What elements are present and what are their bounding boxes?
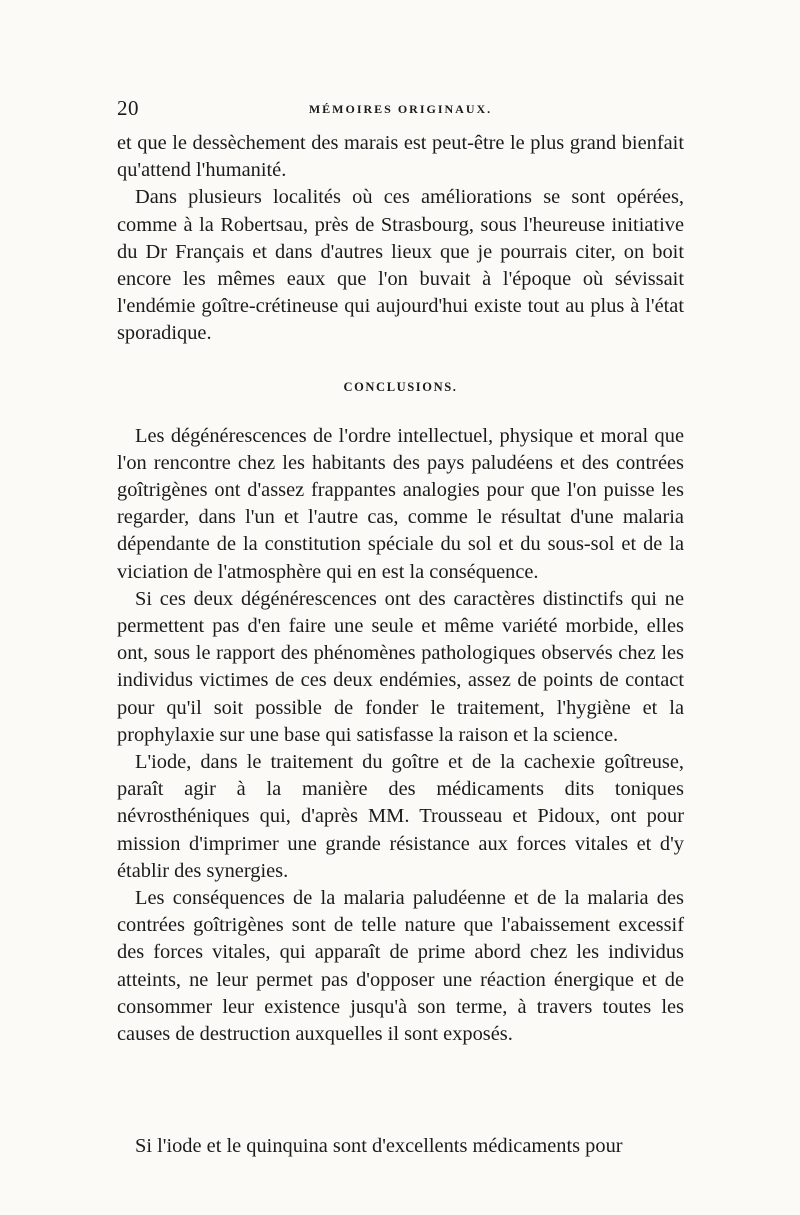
paragraph-conclusion-2: Si ces deux dégénérescences ont des caractères distinctifs qui ne permettent pas d'en faire une seule et même variété morbide, elles ont, sous le rapport des phénomènes pathologiques observés chez les individus victimes de ces deux endémies, assez de points de contact pour qu'il soit possible de fonder le traitement, l'hygiène et la prophylaxie sur une base qui satisfasse la raison et la science. <box>117 587 684 746</box>
last-line-text: Si l'iode et le quinquina sont d'excellents médicaments pour <box>135 1135 623 1157</box>
paragraph-continuation: et que le dessèchement des marais est peut-être le plus grand bienfait qu'attend l'humanité. <box>117 132 684 182</box>
paragraph-conclusion-1: Les dégénérescences de l'ordre intellectuel, physique et moral que l'on rencontre chez les habitants des pays paludéens et des contrées goîtrigènes ont d'assez frappantes analogies pour que l'on puisse les regarder, dans l'un et l'autre cas, comme le résultat d'une malaria dépendante de la constitution spéciale du sol et du sous-sol et de la viciation de l'atmosphère qui en est la conséquence. <box>117 424 684 583</box>
page-number: 20 <box>117 96 139 120</box>
paragraph-robertsau: Dans plusieurs localités où ces améliorations se sont opérées, comme à la Robertsau, près de Strasbourg, sous l'heureuse initiative du Dr Français et dans d'autres lieux que je pourrais citer, on boit encore les mêmes eaux que l'on buvait à l'époque où sévissait l'endémie goître-crétineuse qui aujourd'hui existe tout au plus à l'état sporadique. <box>117 186 684 345</box>
body-text <box>117 130 684 1048</box>
paragraph-conclusion-4: Les conséquences de la malaria paludéenne et de la malaria des contrées goîtrigènes sont de telle nature que l'abaissement excessif des forces vitales, qui apparaît de prime abord chez les individus atteints, ne leur permet pas d'opposer une réaction énergique et de consommer leur existence jusqu'à son terme, à travers toutes les causes de destruction auxquelles il sont exposés. <box>117 887 684 1046</box>
running-title: MÉMOIRES ORIGINAUX. <box>308 102 493 116</box>
paragraph-conclusion-5-start <box>117 1133 684 1160</box>
paragraph-conclusion-3: L'iode, dans le traitement du goître et de la cachexie goîtreuse, paraît agir à la manière des médicaments dits toniques névrosthéniques qui, d'après MM. Trousseau et Pidoux, ont pour mission d'imprimer une grande résistance aux forces vitales et d'y établir des synergies. <box>117 751 684 882</box>
page-header <box>117 96 684 120</box>
section-heading: CONCLUSIONS. <box>343 379 458 394</box>
